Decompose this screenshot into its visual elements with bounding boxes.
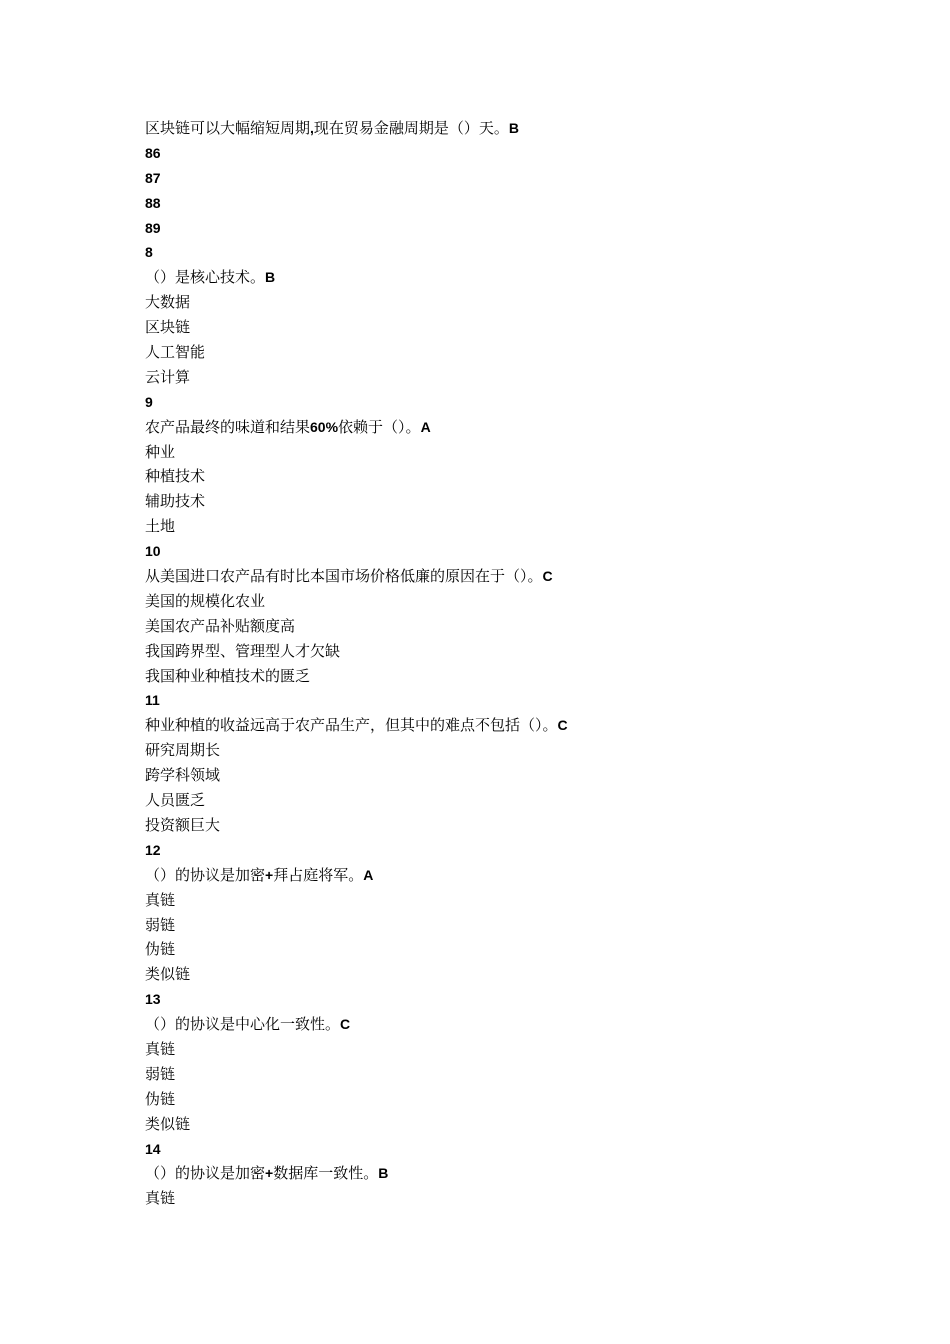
question-stem xyxy=(145,1161,905,1186)
stem-text: （）的协议是加密 xyxy=(145,1164,266,1183)
option: 伪链 xyxy=(145,940,176,959)
option: 人员匮乏 xyxy=(145,791,206,810)
question-stem xyxy=(145,564,905,589)
stem-text: 依赖于（）。 xyxy=(338,417,421,436)
option: 美国农产品补贴额度高 xyxy=(145,616,296,635)
question-stem xyxy=(145,415,905,440)
option: 89 xyxy=(145,219,161,236)
stem-plus: + xyxy=(265,866,274,883)
stem-text: 拜占庭将军。 xyxy=(273,865,364,884)
question-stem xyxy=(145,713,905,738)
stem-text: 从美国进口农产品有时比本国市场价格低廉的原因在于（）。 xyxy=(145,567,543,586)
option: 土地 xyxy=(145,517,176,536)
answer-key: C xyxy=(542,568,553,585)
option: 投资额巨大 xyxy=(145,815,221,834)
option: 真链 xyxy=(145,1039,176,1058)
answer-key: B xyxy=(378,1165,389,1182)
stem-text: 农产品最终的味道和结果 xyxy=(145,417,311,436)
option: 弱链 xyxy=(145,1064,176,1083)
option: 区块链 xyxy=(145,318,191,337)
option: 大数据 xyxy=(145,293,191,312)
option: 87 xyxy=(145,169,161,186)
option: 我国种业种植技术的匮乏 xyxy=(145,666,311,685)
question-number: 14 xyxy=(145,1140,161,1157)
question-number: 9 xyxy=(145,393,153,410)
option: 我国跨界型、管理型人才欠缺 xyxy=(145,641,341,660)
answer-key: C xyxy=(340,1016,351,1033)
option: 跨学科领域 xyxy=(145,766,221,785)
answer-key: C xyxy=(557,717,568,734)
question-stem xyxy=(145,116,905,141)
option: 86 xyxy=(145,144,161,161)
option: 人工智能 xyxy=(145,343,206,362)
stem-comma: , xyxy=(310,120,314,136)
answer-key: B xyxy=(265,269,276,286)
question-number: 11 xyxy=(145,692,160,709)
question-stem xyxy=(145,265,905,290)
option: 研究周期长 xyxy=(145,741,221,760)
question-stem xyxy=(145,1012,905,1037)
question-number: 12 xyxy=(145,841,161,858)
question-number: 10 xyxy=(145,543,161,560)
option: 类似链 xyxy=(145,1114,191,1133)
question-stem xyxy=(145,863,905,888)
option: 真链 xyxy=(145,890,176,909)
option: 伪链 xyxy=(145,1089,176,1108)
question-number: 8 xyxy=(145,244,153,261)
option: 弱链 xyxy=(145,915,176,934)
option: 种植技术 xyxy=(145,467,206,486)
stem-text: 种业种植的收益远高于农产品生产，但其中的难点不包括（）。 xyxy=(145,716,558,735)
option: 88 xyxy=(145,194,161,211)
question-number: 13 xyxy=(145,991,161,1008)
stem-number: 60% xyxy=(310,418,339,435)
option: 云计算 xyxy=(145,367,191,386)
stem-text: （）的协议是加密 xyxy=(145,865,266,884)
option: 辅助技术 xyxy=(145,492,206,511)
answer-key: A xyxy=(420,418,431,435)
answer-key: B xyxy=(508,120,520,136)
option: 真链 xyxy=(145,1189,176,1208)
stem-text: 区块链可以大幅缩短周期 xyxy=(145,119,311,137)
stem-text: （）是核心技术。 xyxy=(145,268,266,287)
document-page xyxy=(145,116,905,1211)
stem-text: 数据库一致性。 xyxy=(273,1164,379,1183)
option: 美国的规模化农业 xyxy=(145,591,266,610)
answer-key: A xyxy=(363,866,374,883)
stem-plus: + xyxy=(265,1165,274,1182)
option: 类似链 xyxy=(145,965,191,984)
option: 种业 xyxy=(145,442,176,461)
stem-text: （）的协议是中心化一致性。 xyxy=(145,1015,341,1034)
stem-text: 现在贸易金融周期是（）天。 xyxy=(313,119,509,137)
